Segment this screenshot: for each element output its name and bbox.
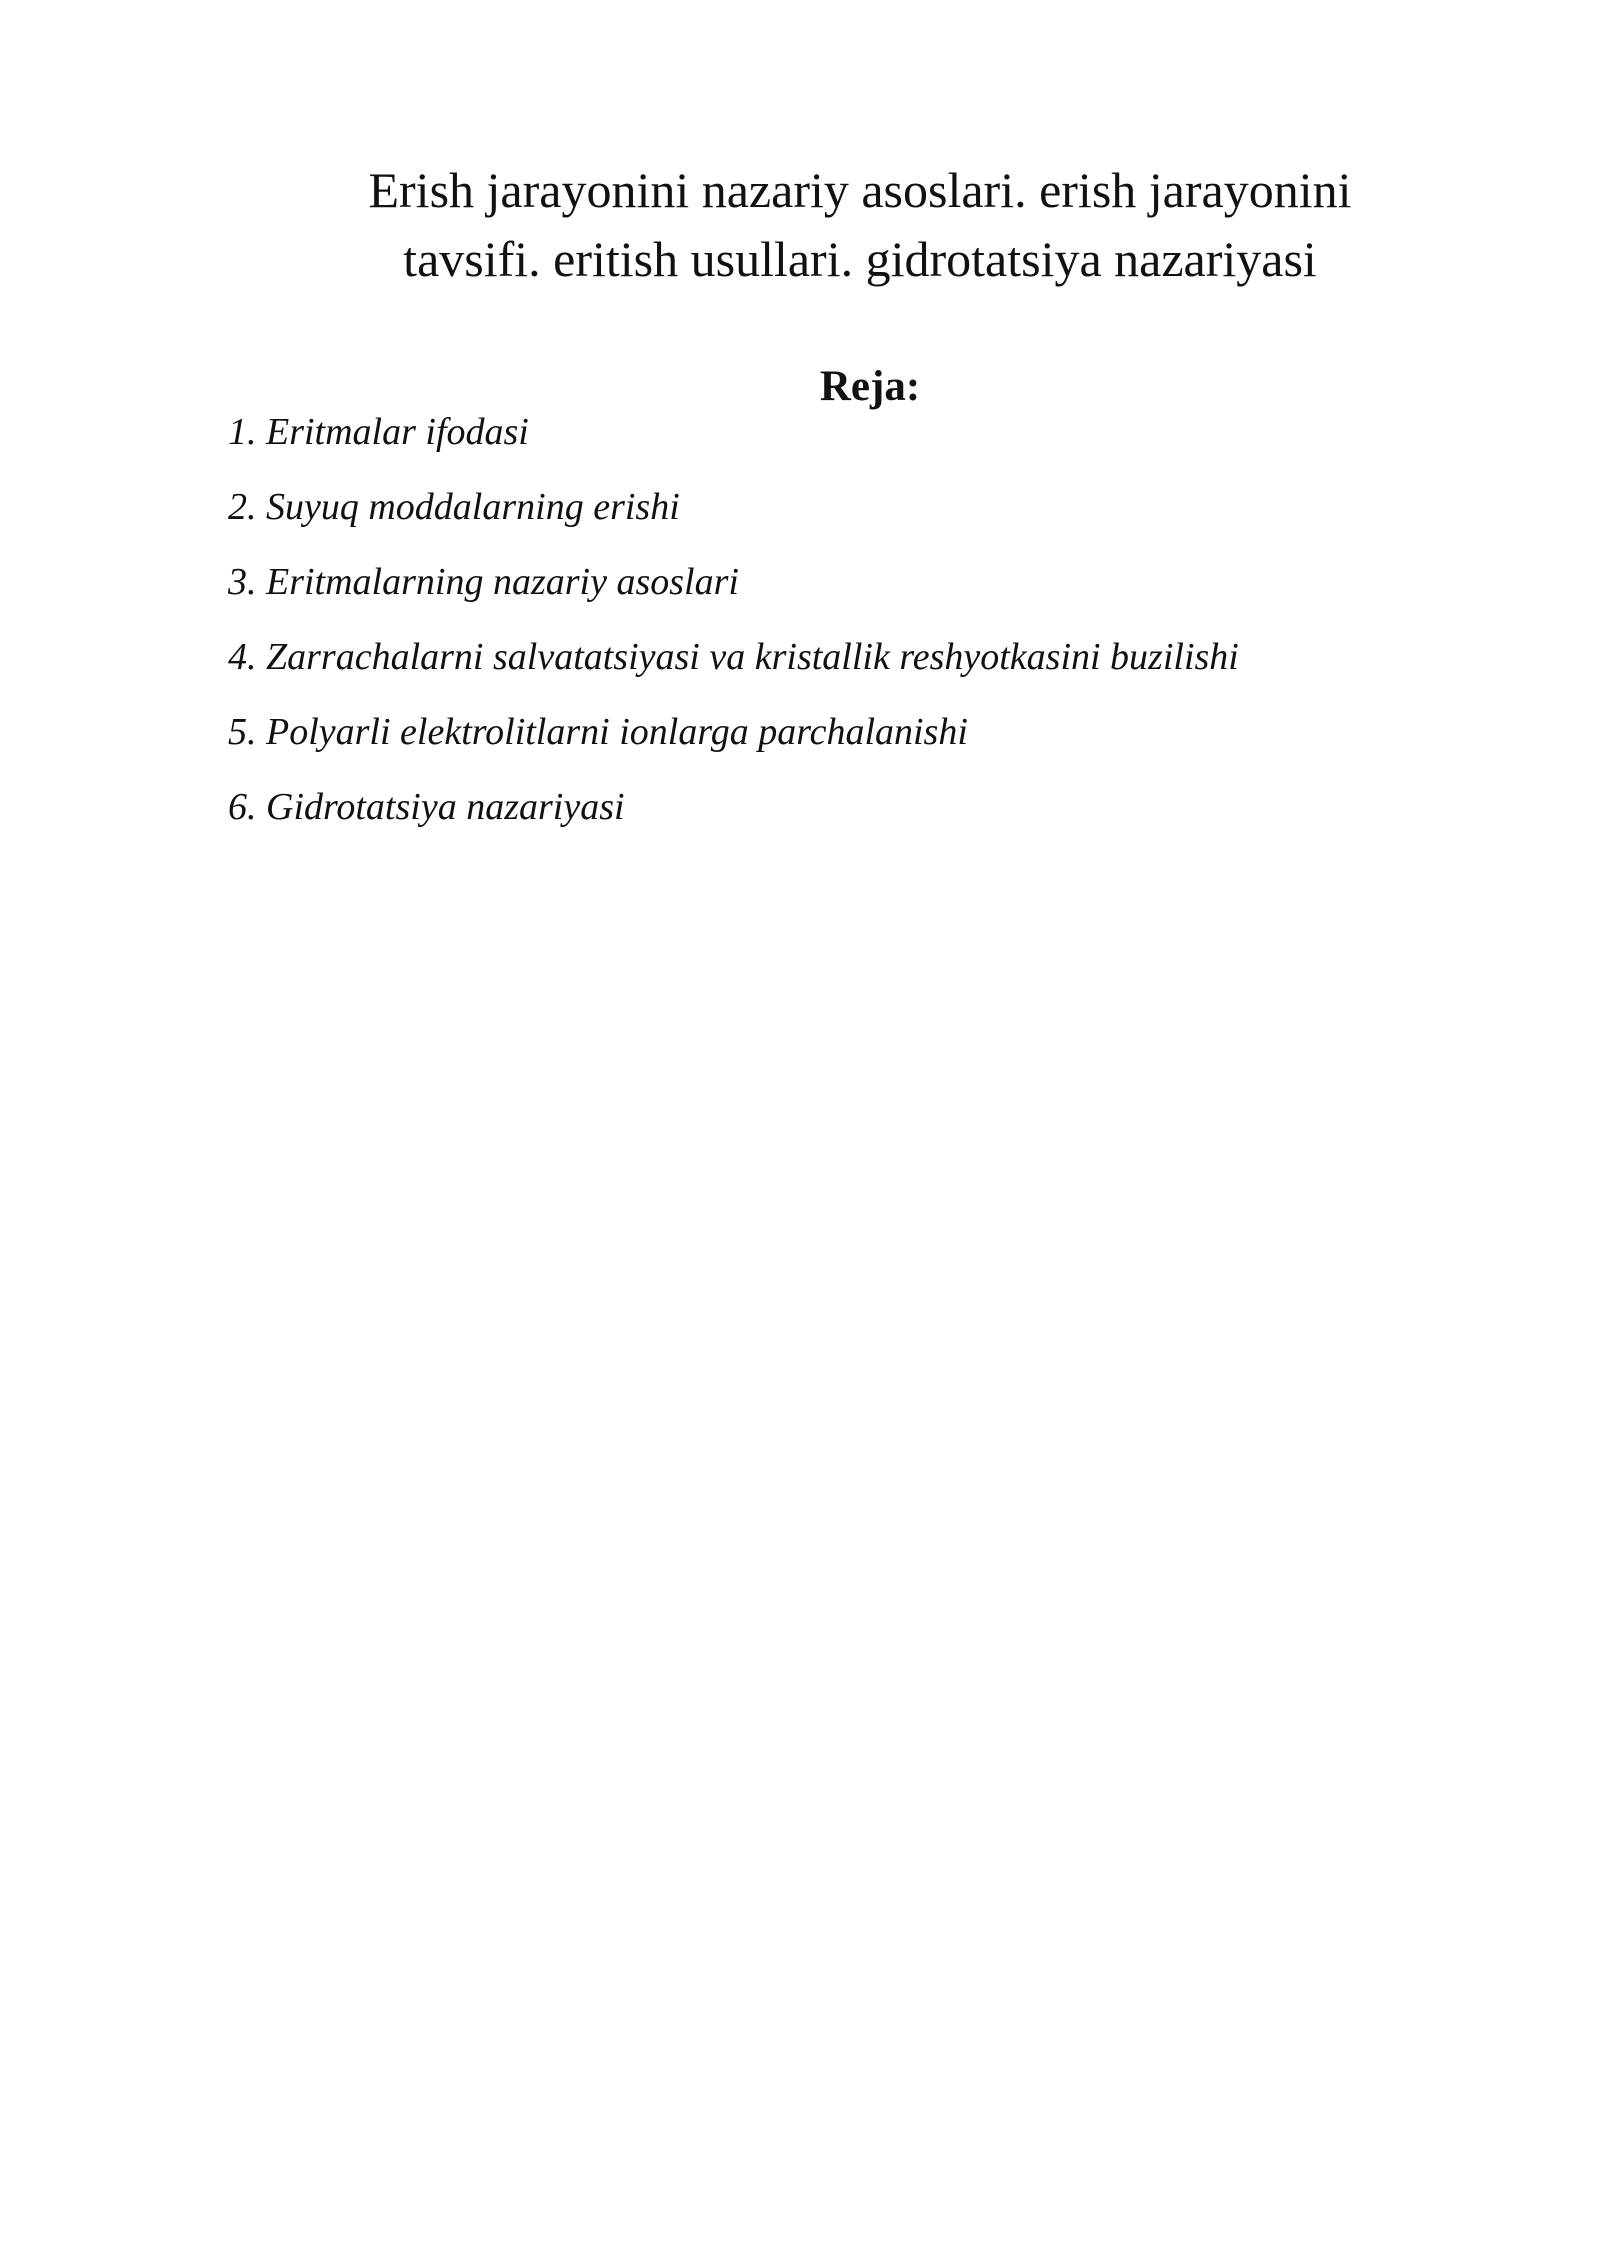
plan-item-1: 1. Eritmalar ifodasi bbox=[228, 411, 529, 453]
plan-list bbox=[228, 404, 1528, 854]
plan-item-6: 6. Gidrotatsiya nazariyasi bbox=[228, 786, 625, 828]
title-line-1: Erish jarayonini nazariy asoslari. erish jarayonini bbox=[368, 162, 1352, 218]
plan-item-2: 2. Suyuq moddalarning erishi bbox=[228, 486, 680, 528]
plan-item-5: 5. Polyarli elektrolitlarni ionlarga parchalanishi bbox=[228, 711, 968, 753]
document-title bbox=[240, 156, 1480, 294]
title-line-2: tavsifi. eritish usullari. gidrotatsiya nazariyasi bbox=[403, 231, 1317, 287]
plan-item-3: 3. Eritmalarning nazariy asoslari bbox=[228, 561, 739, 603]
plan-heading: Reja: bbox=[819, 363, 921, 410]
plan-item-4: 4. Zarrachalarni salvatatsiyasi va kristallik reshyotkasini buzilishi bbox=[228, 636, 1239, 678]
